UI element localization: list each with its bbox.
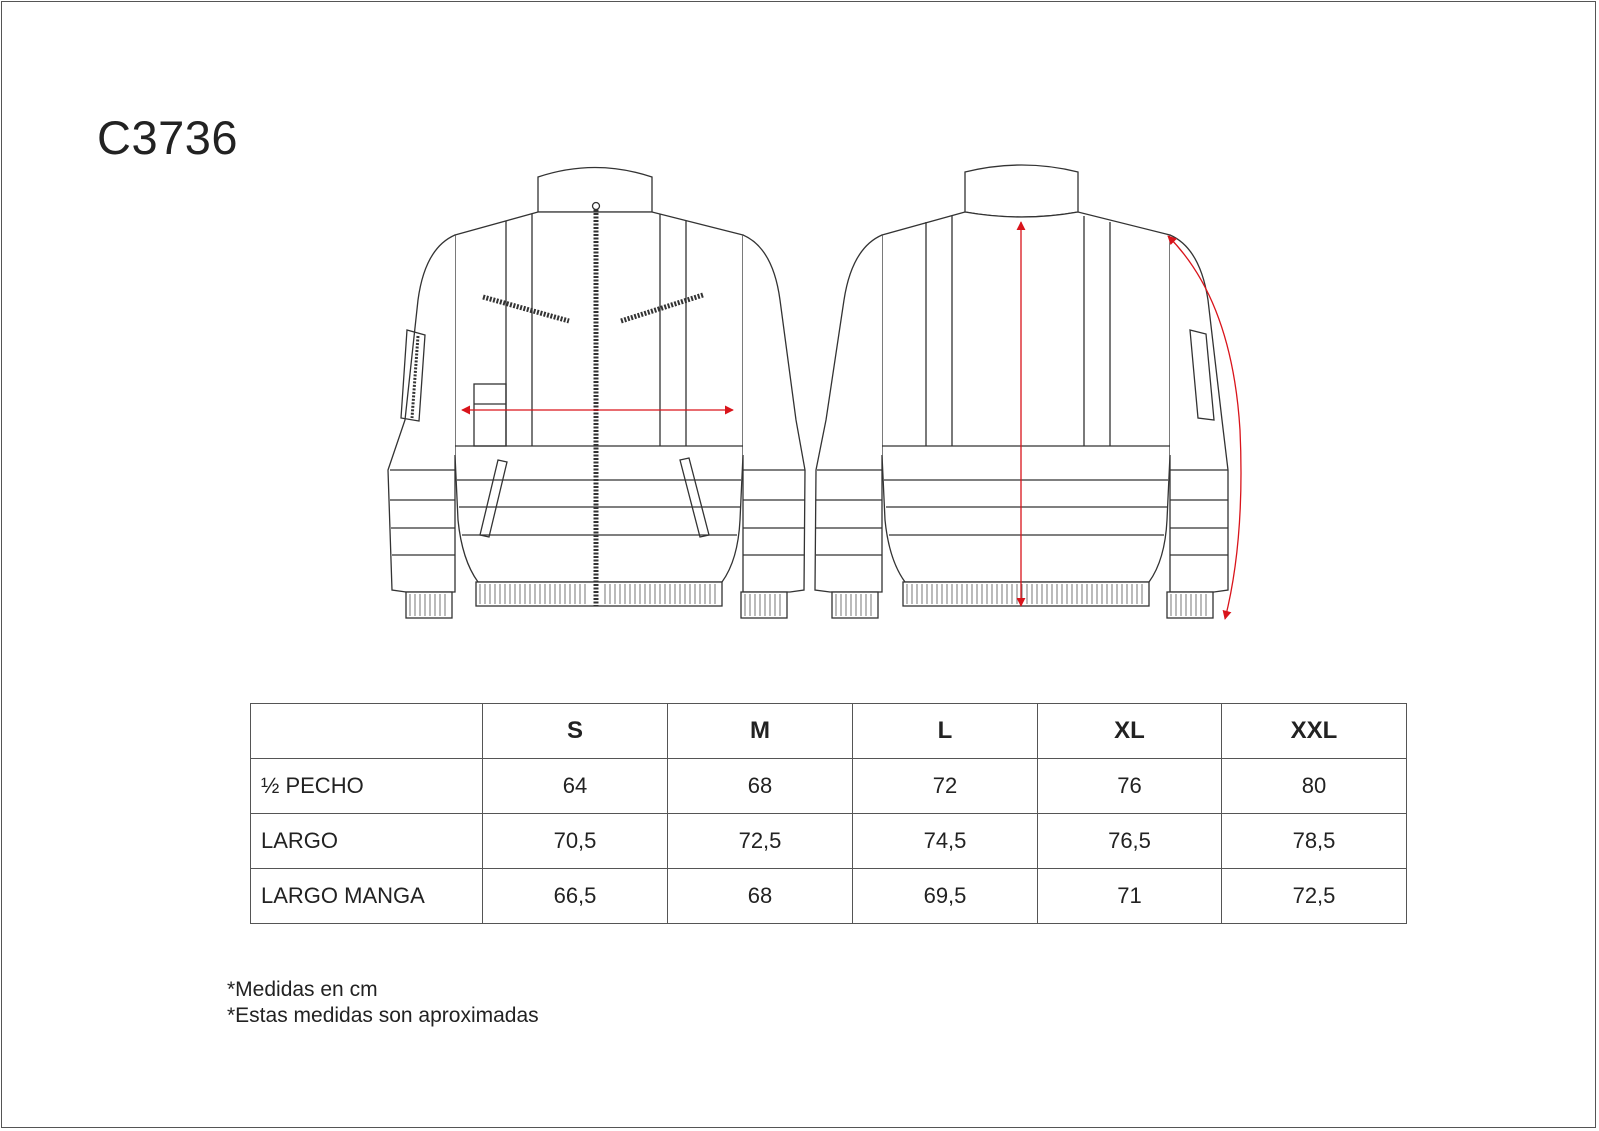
table-cell: 78,5 (1222, 814, 1407, 869)
size-header-l: L (853, 704, 1038, 759)
table-cell: 66,5 (483, 869, 668, 924)
table-cell: 74,5 (853, 814, 1038, 869)
table-cell: 72,5 (1222, 869, 1407, 924)
table-cell: 68 (668, 759, 853, 814)
table-row (251, 814, 1407, 869)
row-label: LARGO (251, 814, 483, 869)
size-table (250, 703, 1407, 924)
size-header-s: S (483, 704, 668, 759)
table-cell: 76 (1038, 759, 1222, 814)
size-header-xl: XL (1038, 704, 1222, 759)
notes (227, 977, 539, 1029)
table-cell: 80 (1222, 759, 1407, 814)
front-view (388, 168, 805, 619)
table-header-row (251, 704, 1407, 759)
size-header-xxl: XXL (1222, 704, 1407, 759)
note-approximate: *Estas medidas son aproximadas (227, 1004, 539, 1027)
table-row (251, 759, 1407, 814)
table-cell: 68 (668, 869, 853, 924)
table-cell: 72 (853, 759, 1038, 814)
table-cell: 71 (1038, 869, 1222, 924)
note-units: *Medidas en cm (227, 978, 378, 1001)
row-label: LARGO MANGA (251, 869, 483, 924)
table-cell: 72,5 (668, 814, 853, 869)
table-cell: 70,5 (483, 814, 668, 869)
header-empty-cell (251, 704, 483, 759)
table-row (251, 869, 1407, 924)
product-code: C3736 (97, 111, 238, 164)
table-cell: 76,5 (1038, 814, 1222, 869)
row-label: ½ PECHO (251, 759, 483, 814)
size-header-m: M (668, 704, 853, 759)
table-cell: 69,5 (853, 869, 1038, 924)
table-cell: 64 (483, 759, 668, 814)
